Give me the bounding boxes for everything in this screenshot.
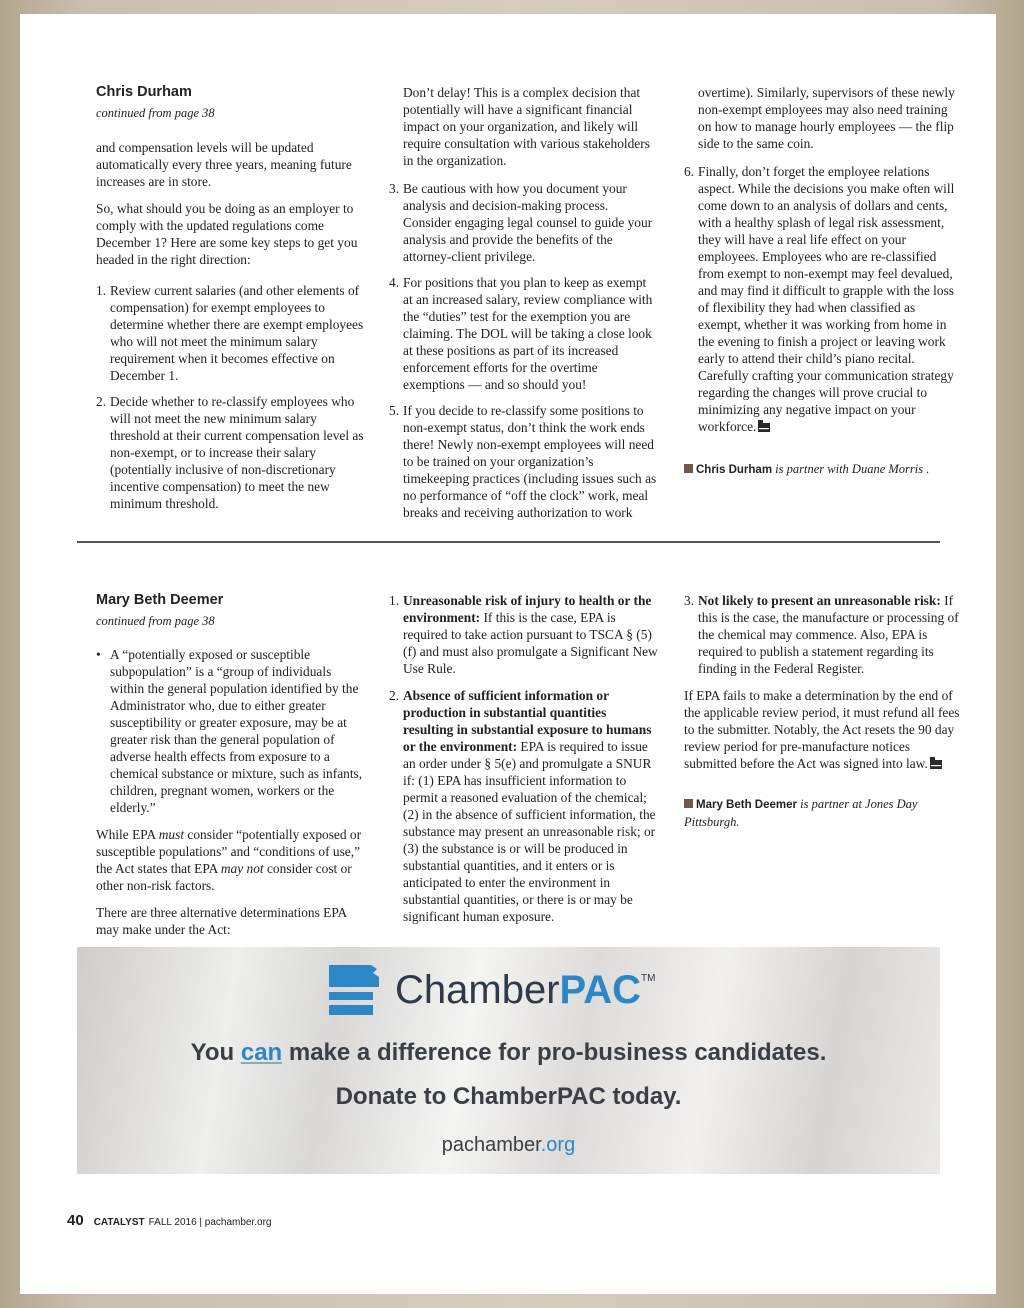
list-item: 4. For positions that you plan to keep as exempt at an increased salary, review compliance with the “duties” test for the exemption you are claiming. The DOL will be taking a close look at these positions as part of its increased enforcement efforts for the overtime exemptions — and so should you! — [389, 275, 653, 392]
list-item: 2. Absence of sufficient information or production in substantial quantities resulting in substantial exposure to humans or the environment: EPA is required to issue an order under § 5(e) and promulgate a SNUR if: (1) EPA has insufficient information to permit a reasoned evaluation of the chemical; (2) in the absence of sufficient information, the substance may present an unreasonable risk; or (3) the substance is or will be produced in substantial quantities, and it enters or is anticipated to enter the environment in substantial quantities, or there is or may be significant human exposure. — [389, 688, 656, 924]
list-item: overtime). Similarly, supervisors of these newly non-exempt employees may also need training on how to manage hourly employees — the flip side to the same coin. — [698, 85, 955, 151]
ad-call-to-action: Donate to ChamberPAC today. — [335, 1083, 682, 1110]
paragraph: If EPA fails to make a determination by the end of the applicable review period, it must refund all fees to the submitter. Notably, the Act resets the 90 day review period for pre-manufacture notices submitted before the Act was signed into law. — [684, 688, 960, 771]
continued-note: continued from page 38 — [96, 106, 215, 120]
byline-square-icon — [684, 799, 693, 808]
pennsylvania-keystone-icon — [327, 961, 381, 1019]
list-item: 1. Unreasonable risk of injury to health or the environment: If this is the case, EPA is required to take action pursuant to TSCA § (5)(f) and must also promulgate a Significant New Use Rule. — [389, 593, 658, 676]
paragraph: There are three alternative determinations EPA may make under the Act: — [96, 905, 347, 937]
list-item: 6. Finally, don’t forget the employee relations aspect. While the decisions you make often will come down to an analysis of dollars and cents, with a healthy splash of legal risk assessment, they will have a real life effect on your employees. Employees who are re-classified from exempt to non-exempt may feel devalued, and may find it difficult to grapple with the loss of flexibility they had when classified as exempt, whether it was working from home in the evening to finish a project or leaving work early to attend their child’s piano recital. Carefully crafting your communication strategy regarding the changes will prove crucial to minimizing any negative impact on your workforce. — [684, 164, 955, 434]
byline-square-icon — [684, 464, 693, 473]
paragraph: So, what should you be doing as an employer to comply with the updated regulations come December 1? Here are some key steps to get you headed in the right direction: — [96, 201, 358, 267]
end-mark-icon — [758, 420, 770, 432]
issue-info: FALL 2016 | pachamber.org — [148, 1217, 272, 1228]
author-name: Chris Durham — [96, 84, 192, 100]
chamberpac-ad[interactable] — [77, 947, 940, 1174]
list-item: Don’t delay! This is a complex decision that potentially will have a significant financial impact on your organization, and likely will require consultation with various stakeholders in the organization. — [403, 85, 650, 168]
continued-note: continued from page 38 — [96, 614, 215, 628]
list-item: 3. Be cautious with how you document your analysis and decision-making process. Consider engaging legal counsel to guide your analysis and provide the benefits of the attorney-client privilege. — [389, 181, 653, 264]
list-item: 3. Not likely to present an unreasonable risk: If this is the case, the manufacture or processing of the chemical may commence. Also, EPA is required to publish a statement regarding its finding in the Federal Register. — [684, 593, 959, 676]
list-item: 5. If you decide to re-classify some positions to non-exempt status, don’t think the work ends there! Newly non-exempt employees will need to be trained on your organization’s timekeeping practices (including issues such as no performance of “off the clock” work, meal breaks and receiving authorization to work — [389, 403, 657, 520]
magazine-name: CATALYST — [93, 1217, 145, 1228]
page-footer — [67, 1212, 272, 1229]
article2-col1 — [96, 592, 368, 948]
paragraph: While EPA must consider “potentially exposed or susceptible populations” and “conditions of use,” the Act states that EPA may not consider cost or other non-risk factors. — [96, 827, 362, 893]
ad-headline: You can make a difference for pro-business candidates. — [190, 1039, 827, 1066]
section-divider — [77, 541, 940, 543]
author-name: Mary Beth Deemer — [96, 592, 224, 608]
list-item: 1. Review current salaries (and other elements of compensation) for exempt employees to determine whether there are exempt employees who will not meet the minimum salary requirement when it becomes effective on December 1. — [96, 283, 364, 383]
article1-col1 — [96, 84, 366, 521]
list-item: • A “potentially exposed or susceptible subpopulation” is a “group of individuals within the general population identified by the Administrator who, due to either greater susceptibility or greater exposure, may be at greater risk than the general population of adverse health effects from exposure to a chemical substance or mixture, such as infants, children, pregnant women, workers or the elderly.” — [96, 647, 363, 815]
article2-col3 — [684, 592, 960, 831]
end-mark-icon — [930, 757, 942, 769]
list-item: 2. Decide whether to re-classify employees who will not meet the new minimum salary threshold at their current compensation level as non-exempt, or to increase their salary (potentially inclusive of non-discretionary incentive compensation) to meet the new minimum threshold. — [96, 394, 364, 511]
author-byline: Mary Beth Deemer is partner at Jones Day Pittsburgh. — [684, 797, 918, 829]
article1-col2 — [389, 84, 659, 530]
paragraph: and compensation levels will be updated automatically every three years, meaning future increases are in store. — [96, 140, 352, 189]
article1-col3 — [684, 84, 960, 479]
author-byline: Chris Durham is partner with Duane Morris . — [684, 461, 960, 479]
page-number: 40 — [67, 1212, 84, 1229]
article2-col2 — [389, 592, 659, 934]
ad-url-link[interactable]: pachamber.org — [441, 1134, 576, 1156]
chamberpac-logo: ChamberPAC™ — [327, 961, 655, 1019]
